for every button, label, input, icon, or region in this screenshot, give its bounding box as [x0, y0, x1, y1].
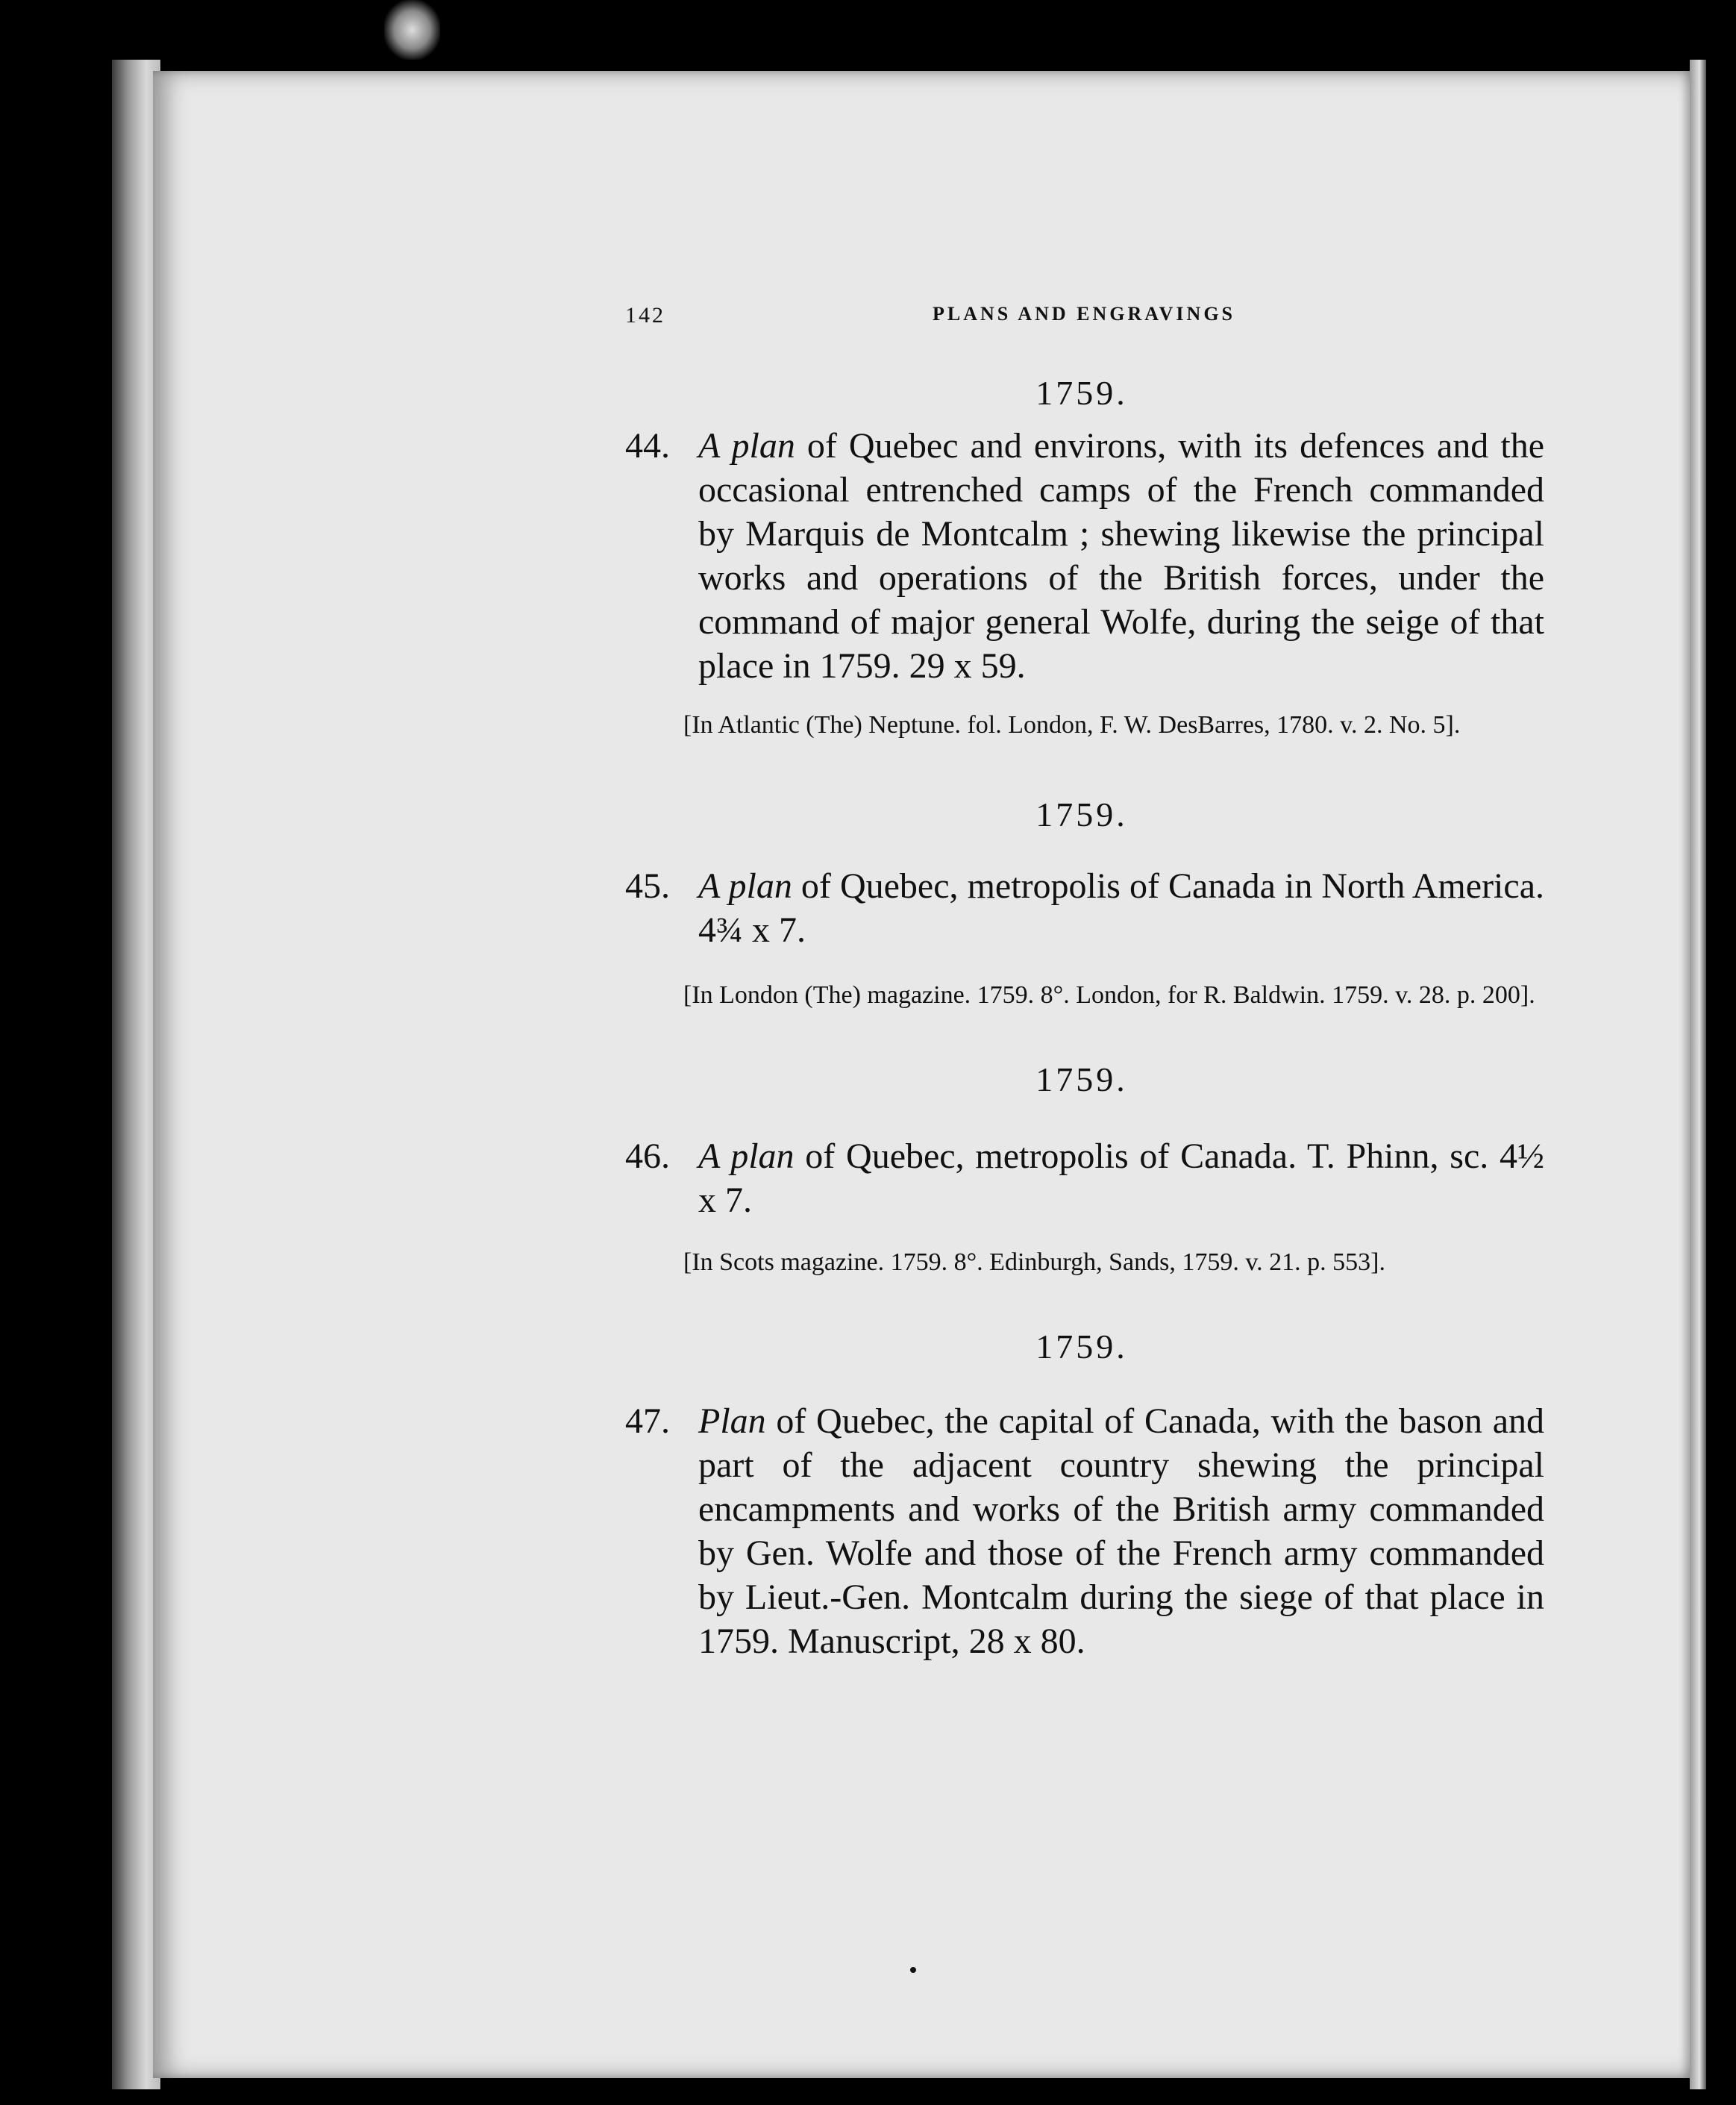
entry-text: of Quebec, the capital of Canada, with the bason and part of the adjacent country shewing the principal encampments and works of the British army commanded by Gen. Wolfe and those of the French army commanded by Lieut.-Gen. Montcalm during the siege of that place in 1759. Manuscript, 28 x 80. [698, 1401, 1544, 1661]
entry-body [698, 424, 1544, 688]
entry-year: 1759. [1035, 1060, 1128, 1098]
entry-year: 1759. [1035, 795, 1128, 833]
entry-body [698, 864, 1544, 952]
entry-body [698, 1399, 1544, 1663]
catalog-entry [625, 1399, 1544, 1663]
catalog-entry [625, 864, 1544, 952]
catalog-entry [625, 1134, 1544, 1222]
entry-number: 45. [625, 866, 670, 906]
entry-year: 1759. [1035, 1327, 1128, 1366]
entry-text: of Quebec and environs, with its defences and the occasional entrenched camps of the French commanded by Marquis de Montcalm ; shewing likewise the principal works and operations of the British forces, under the command of major general Wolfe, during the seige of that place in 1759. 29 x 59. [698, 426, 1544, 686]
page-edge [1690, 60, 1706, 2089]
entry-year: 1759. [1035, 374, 1128, 412]
entry-note: [In London (The) magazine. 1759. 8°. London, for R. Baldwin. 1759. v. 28. p. 200]. [683, 981, 1535, 1009]
entry-title: A plan [698, 426, 795, 466]
catalog-entry [625, 424, 1544, 688]
entry-title: A plan [698, 866, 792, 906]
entry-text: of Quebec, metropolis of Canada in North America. 4¾ x 7. [698, 866, 1544, 950]
entry-number: 44. [625, 426, 670, 466]
page-mark-dot [910, 1967, 916, 1973]
book-page [153, 71, 1690, 2078]
entry-title: A plan [698, 1136, 795, 1176]
entry-body [698, 1134, 1544, 1222]
entry-number: 47. [625, 1401, 670, 1441]
running-head: PLANS AND ENGRAVINGS [932, 303, 1236, 325]
entry-text: of Quebec, metropolis of Canada. T. Phinn, sc. 4½ x 7. [698, 1136, 1544, 1220]
entry-title: Plan [698, 1401, 766, 1441]
entry-number: 46. [625, 1136, 670, 1176]
entry-note: [In Scots magazine. 1759. 8°. Edinburgh, Sands, 1759. v. 21. p. 553]. [683, 1248, 1385, 1276]
page-number: 142 [625, 303, 665, 328]
scan-artifact [384, 0, 440, 60]
entry-note: [In Atlantic (The) Neptune. fol. London, F. W. DesBarres, 1780. v. 2. No. 5]. [683, 711, 1461, 739]
